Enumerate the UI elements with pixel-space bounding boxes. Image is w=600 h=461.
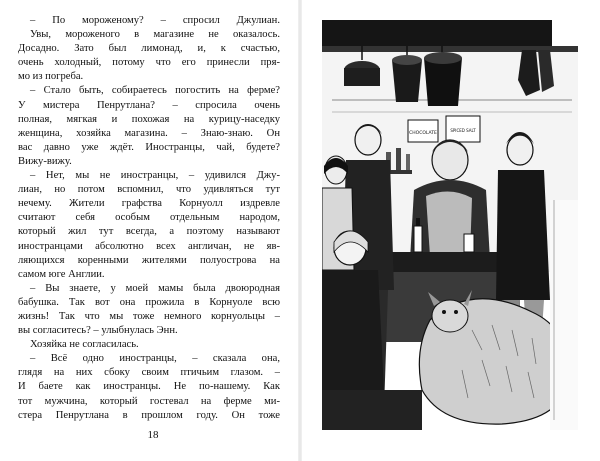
text-line: жизнь! Так что мы тоже немного корнуольцы – <box>18 310 280 322</box>
text-line: считают себя особым отдельным народом, <box>18 212 280 224</box>
ceiling-beam <box>322 20 552 46</box>
text-line: самом юге Англии. <box>18 268 105 280</box>
text-line: женщина, хозяйка магазина. – Знаю-знаю. Он <box>18 127 280 139</box>
sign-chocolate: CHOCOLATE <box>409 131 437 136</box>
left-page-text <box>18 14 280 434</box>
page-number: 18 <box>147 429 159 441</box>
text-line: Досадно. Зато был лимонад, и, к счастью, <box>18 43 280 55</box>
lemonade-bottle <box>414 226 422 252</box>
text-line: глядя на них сбоку своим птичьим глазом. – <box>18 367 280 379</box>
text-line: – По мороженому? – спросил Джулиан. <box>30 15 280 26</box>
dog-figure <box>419 290 568 424</box>
text-line: который жил тут всегда, а поэтому называют <box>18 226 280 238</box>
text-line: – Нет, мы не иностранцы, – удивился Джу- <box>30 170 280 182</box>
floor-shadow <box>322 390 422 430</box>
text-line: Хозяйка не согласилась. <box>30 339 139 351</box>
text-line: вас давно уже ждёт. Иностранцы, чай, будете? <box>18 141 280 153</box>
text-line: – Стало быть, собираетесь погостить на ферме? <box>30 85 280 97</box>
text-line: ляющихся коренными жителями полуострова на <box>18 254 280 266</box>
book-gutter <box>298 0 302 461</box>
text-line: лиан, но потом вспомнил, что удивляться тут <box>18 184 280 196</box>
text-line: Вижу-вижу. <box>18 155 72 167</box>
text-line: бабушка. Так вот она прожила в Корнуоле всю <box>18 296 280 308</box>
text-line: стера Пенрутлана в прошлом году. Он тоже <box>18 409 280 421</box>
text-line: У мистера Пенрутлана? – спросила очень <box>18 99 280 111</box>
text-line: тот мужчина, который гостевал на ферме ми- <box>18 395 280 407</box>
text-line: вы согласитесь? – улыбнулась Энн. <box>18 325 178 337</box>
text-line: Увы, мороженого в магазине не оказалось. <box>30 29 280 41</box>
sign-spiced-salt: SPICED SALT <box>450 128 476 133</box>
text-line: – Всё одно иностранцы, – сказала она, <box>30 353 280 365</box>
shop-scene-drawing <box>322 20 578 430</box>
text-line: нечему. Жители графства Корнуолл издревле <box>18 198 280 210</box>
text-line: полная, мягкая и похожая на курицу-наседку <box>18 113 280 125</box>
illustration-shop-scene <box>322 20 578 430</box>
text-line: очень холодный, потому что его принесли пря- <box>18 57 280 69</box>
text-line: мо из погреба. <box>18 71 84 83</box>
text-line: – Вы знаете, у моей мамы была двоюродная <box>30 282 280 294</box>
glass <box>464 234 474 252</box>
text-line: иностранцами абсолютно всех англичан, не яв- <box>18 240 280 252</box>
text-line: И баете как иностранцы. Не по-нашему. Как <box>18 381 280 393</box>
